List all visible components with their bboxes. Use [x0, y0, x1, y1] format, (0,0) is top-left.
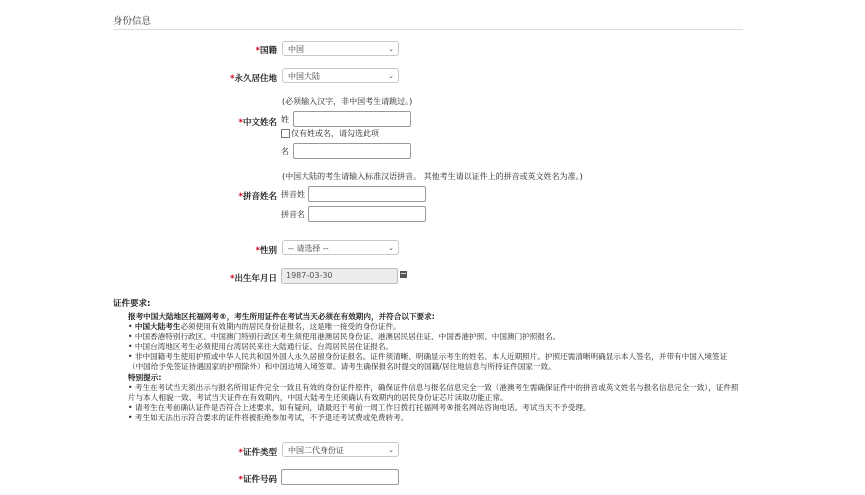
requirements-intro: 报考中国大陆地区托福网考®，考生所用证件在考试当天必须在有效期内，并符合以下要求: [128, 312, 435, 321]
special-note-item: • 考生如无法出示符合要求的证件将被拒绝参加考试，不予退还考试费或免费转考。 [128, 412, 409, 422]
id-type-select[interactable]: 中国二代身份证 ⌄ [282, 442, 399, 457]
requirements-title: 证件要求: [113, 299, 151, 309]
requirement-item: • 中国大陆考生必须使用有效期内的居民身份证报名，这是唯一接受的身份证件。 [128, 322, 401, 332]
nationality-select[interactable]: 中国 ⌄ [282, 41, 399, 56]
chevron-down-icon: ⌄ [388, 446, 394, 454]
special-notes-title: 特别提示: [128, 372, 162, 382]
calendar-icon[interactable] [400, 271, 407, 278]
requirements-text [128, 312, 740, 423]
surname-label: 姓 [281, 115, 289, 124]
pinyin-given-label: 拼音名 [281, 210, 305, 219]
id-type-label: *证件类型 [238, 448, 277, 458]
chinese-name-note: (必须输入汉字，非中国考生请跳过。) [282, 97, 413, 106]
gender-select[interactable]: -- 请选择 -- ⌄ [282, 240, 399, 255]
surname-input[interactable] [293, 111, 411, 127]
chevron-down-icon: ⌄ [388, 244, 394, 252]
given-name-input[interactable] [293, 143, 411, 159]
section-divider [113, 29, 743, 30]
single-name-checkbox-label: 仅有姓或名，请勾选此项 [291, 129, 379, 138]
given-name-label: 名 [281, 147, 289, 156]
nationality-label: *国籍 [255, 46, 277, 56]
requirement-item: • 中国香港特别行政区、中国澳门特别行政区考生须使用港澳居民身份证、港澳居民居住证、中国香港护照、中国澳门护照报名。 [128, 332, 561, 342]
id-number-label: *证件号码 [238, 475, 277, 485]
pinyin-given-input[interactable] [308, 206, 426, 222]
section-title: 身份信息 [113, 16, 152, 27]
single-name-checkbox[interactable] [281, 129, 290, 138]
pinyin-surname-input[interactable] [308, 186, 426, 202]
requirement-item: • 非中国籍考生使用护照或中华人民共和国外国人永久居留身份证报名。证件须清晰、明确显示考生的姓名、本人近期照片。护照还需清晰明确显示本人签名，并带有中国入境签证（中国给予免签证待遇国家的护照除外）和中国边境入境签章。请考生确保报名时提交的国籍/居住地信息与所持证件国家一致。 [128, 352, 728, 372]
requirement-item: • 中国台湾地区考生必须使用台湾居民来往大陆通行证、台湾居民居住证报名。 [128, 342, 394, 352]
special-note-item: • 请考生在考前确认证件是否符合上述要求，如有疑问，请最迟于考前一周工作日拨打托福网考®报名网站咨询电话。考试当天不予受理。 [128, 402, 591, 412]
chevron-down-icon: ⌄ [388, 45, 394, 53]
pinyin-surname-label: 拼音姓 [281, 190, 305, 199]
pinyin-name-label: *拼音姓名 [238, 192, 277, 202]
special-note-item: • 考生在考试当天须出示与报名所用证件完全一致且有效的身份证件原件，确保证件信息与报名信息完全一致（港澳考生需确保证件中的拼音或英文姓名与报名信息完全一致），证件照片与本人相貌一致、考试当天证件在有效期内，中国大陆考生还须确认有效期内的居民身份证芯片读取功能正常。 [128, 382, 739, 402]
gender-label: *性别 [255, 246, 277, 256]
chevron-down-icon: ⌄ [388, 72, 394, 80]
dob-label: *出生年月日 [230, 274, 277, 284]
dob-input[interactable]: 1987-03-30 [281, 268, 398, 284]
residence-label: *永久居住地 [230, 74, 277, 84]
residence-select[interactable]: 中国大陆 ⌄ [282, 68, 399, 83]
chinese-name-label: *中文姓名 [238, 118, 277, 128]
pinyin-name-note: (中国大陆的考生请输入标准汉语拼音。 其他考生请以证件上的拼音或英文姓名为准。) [282, 172, 583, 181]
id-number-input[interactable] [281, 469, 399, 485]
